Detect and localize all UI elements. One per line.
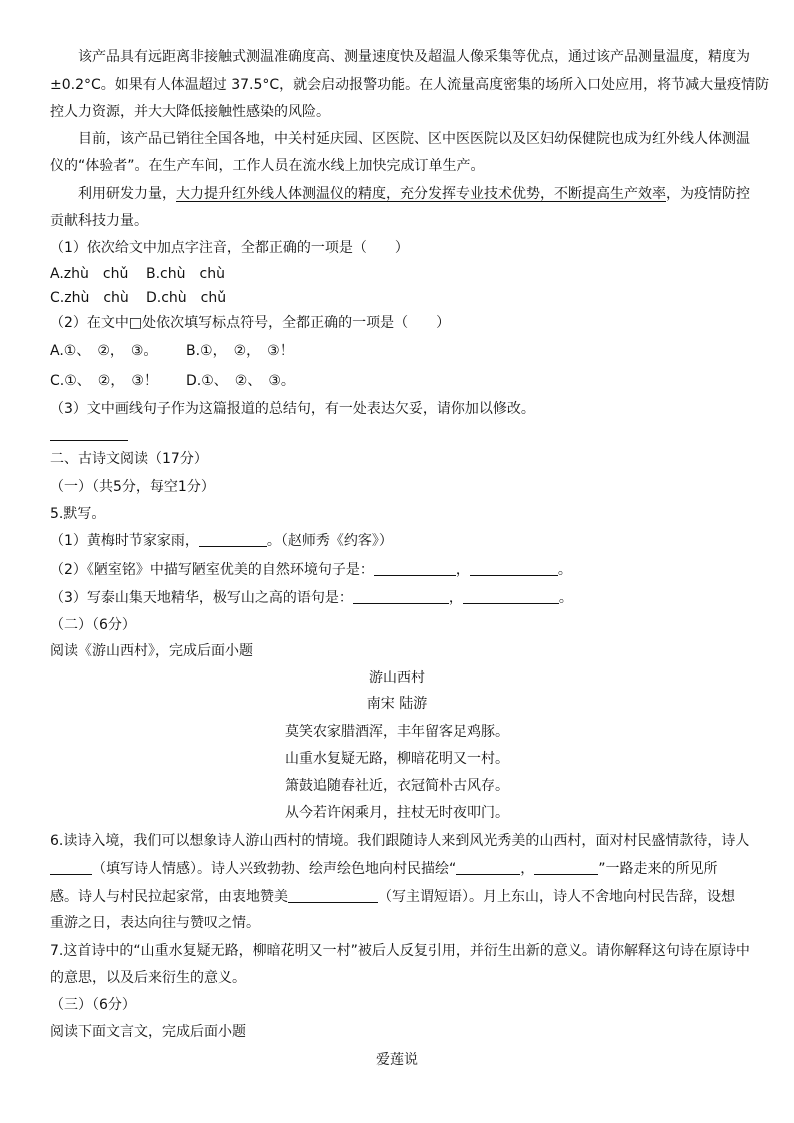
question-line [50,856,750,882]
passage-text: ，为疫情防控 [666,186,750,202]
passage-line: 贡献科技力量。 [50,213,148,229]
dictation-item [50,585,750,611]
reading-instruction: 阅读下面文言文，完成后面小题 [50,1024,246,1040]
answer-blank[interactable] [353,587,449,604]
answer-blank[interactable] [199,530,267,547]
poem-line: 莫笑农家腊酒浑，丰年留客足鸡豚。 [285,724,509,740]
question-stem: （2）在文中□处依次填写标点符号，全都正确的一项是（ ） [50,315,451,331]
option-row [50,261,750,287]
question-stem: （1）依次给文中加点字注音，全都正确的一项是（ ） [50,240,409,256]
question-stem: 7.这首诗中的“山重水复疑无路，柳暗花明又一村”被后人反复引用，并衍生出新的意义。请你解释这句诗在原诗中 [50,943,750,959]
passage-line: 控人力资源，并大大降低接触性感染的风险。 [50,104,330,120]
dictation-text: （1）黄梅时节家家雨， [50,533,199,549]
question-text: （写主谓短语）。月上东山，诗人不舍地向村民告辞，设想 [378,889,735,905]
dictation-item [50,557,750,583]
option-row [50,285,750,311]
poem-title: 游山西村 [369,670,425,686]
passage-line: 仪的“体验者”。在生产车间，工作人员在流水线上加快完成订单生产。 [50,158,485,174]
part-heading: （二）（6分） [50,617,136,633]
answer-blank[interactable] [50,424,128,441]
option-a: A.zhù chǔ [50,266,129,282]
option-d: D.chù chǔ [146,290,227,306]
poem-author: 南宋 陆游 [366,696,428,712]
question-line [50,884,750,910]
dictation-text: （3）写泰山集天地精华，极写山之高的语句是： [50,590,353,606]
passage-line: ±0.2°C。如果有人体温超过 37.5°C，就会启动报警功能。在人流量高度密集的场所入口处应用，将节减大量疫情防 [50,77,770,93]
passage-line [78,181,778,207]
poem-line: 箫鼓追随春社近，衣冠简朴古风存。 [285,778,509,794]
underlined-sentence: 大力提升红外线人体测温仪的精度，充分发挥专业技术优势，不断提高生产效率 [176,186,666,202]
question-line: 的意思，以及后来衍生的意义。 [50,970,246,986]
dictation-text: 。 [558,590,573,606]
dictation-text: ， [455,562,470,578]
reading-instruction: 阅读《游山西村》，完成后面小题 [50,643,253,659]
question-text: ”一路走来的所见所 [598,861,718,877]
passage-line: 该产品具有远距离非接触式测温准确度高、测量速度快及超温人像采集等优点，通过该产品测量温度，精度为 [78,49,750,65]
question-text: 感。诗人与村民拉起家常，由衷地赞美 [50,889,288,905]
answer-line [50,422,750,448]
answer-blank[interactable] [470,559,558,576]
question-stem: 6.读诗入境，我们可以想象诗人游山西村的情境。我们跟随诗人来到风光秀美的山西村，面对村民盛情款待，诗人 [50,833,750,849]
option-a: A.①、 ②， ③。 [50,343,158,359]
question-text: ， [520,861,535,877]
dictation-text: 。 [557,562,572,578]
option-b: B.①， ②， ③！ [186,343,294,359]
poem-line: 从今若许闲乘月，拄杖无时夜叩门。 [285,805,509,821]
question-stem: 5.默写。 [50,506,106,522]
option-d: D.①、 ②、 ③。 [186,373,295,389]
essay-title: 爱莲说 [376,1052,418,1068]
dictation-item [50,528,750,554]
question-line: 重游之日，表达向往与赞叹之情。 [50,915,260,931]
question-stem: （3）文中画线句子作为这篇报道的总结句，有一处表达欠妥，请你加以修改。 [50,401,535,417]
answer-blank[interactable] [50,858,92,875]
section-title: 二、古诗文阅读（17分） [50,451,208,467]
option-row [50,338,750,364]
option-c: C.①、 ②， ③！ [50,373,158,389]
answer-blank[interactable] [456,858,520,875]
answer-blank[interactable] [374,559,456,576]
question-text: （填写诗人情感）。诗人兴致勃勃、绘声绘色地向村民描绘“ [92,861,457,877]
dictation-text: ， [448,590,463,606]
passage-text: 利用研发力量， [78,186,176,202]
part-heading: （三）（6分） [50,997,136,1013]
passage-line: 目前，该产品已销往全国各地，中关村延庆园、区医院、区中医医院以及区妇幼保健院也成为红外线人体测温 [78,131,750,147]
option-row [50,368,750,394]
answer-blank[interactable] [534,858,598,875]
part-heading: （一）（共5分，每空1分） [50,479,215,495]
option-b: B.chù chù [146,266,225,282]
dictation-text: 。（赵师秀《约客》） [266,533,393,549]
answer-blank[interactable] [463,587,559,604]
option-c: C.zhù chù [50,290,129,306]
dictation-text: （2）《陋室铭》中描写陋室优美的自然环境句子是： [50,562,374,578]
poem-line: 山重水复疑无路，柳暗花明又一村。 [285,751,509,767]
answer-blank[interactable] [288,886,378,903]
